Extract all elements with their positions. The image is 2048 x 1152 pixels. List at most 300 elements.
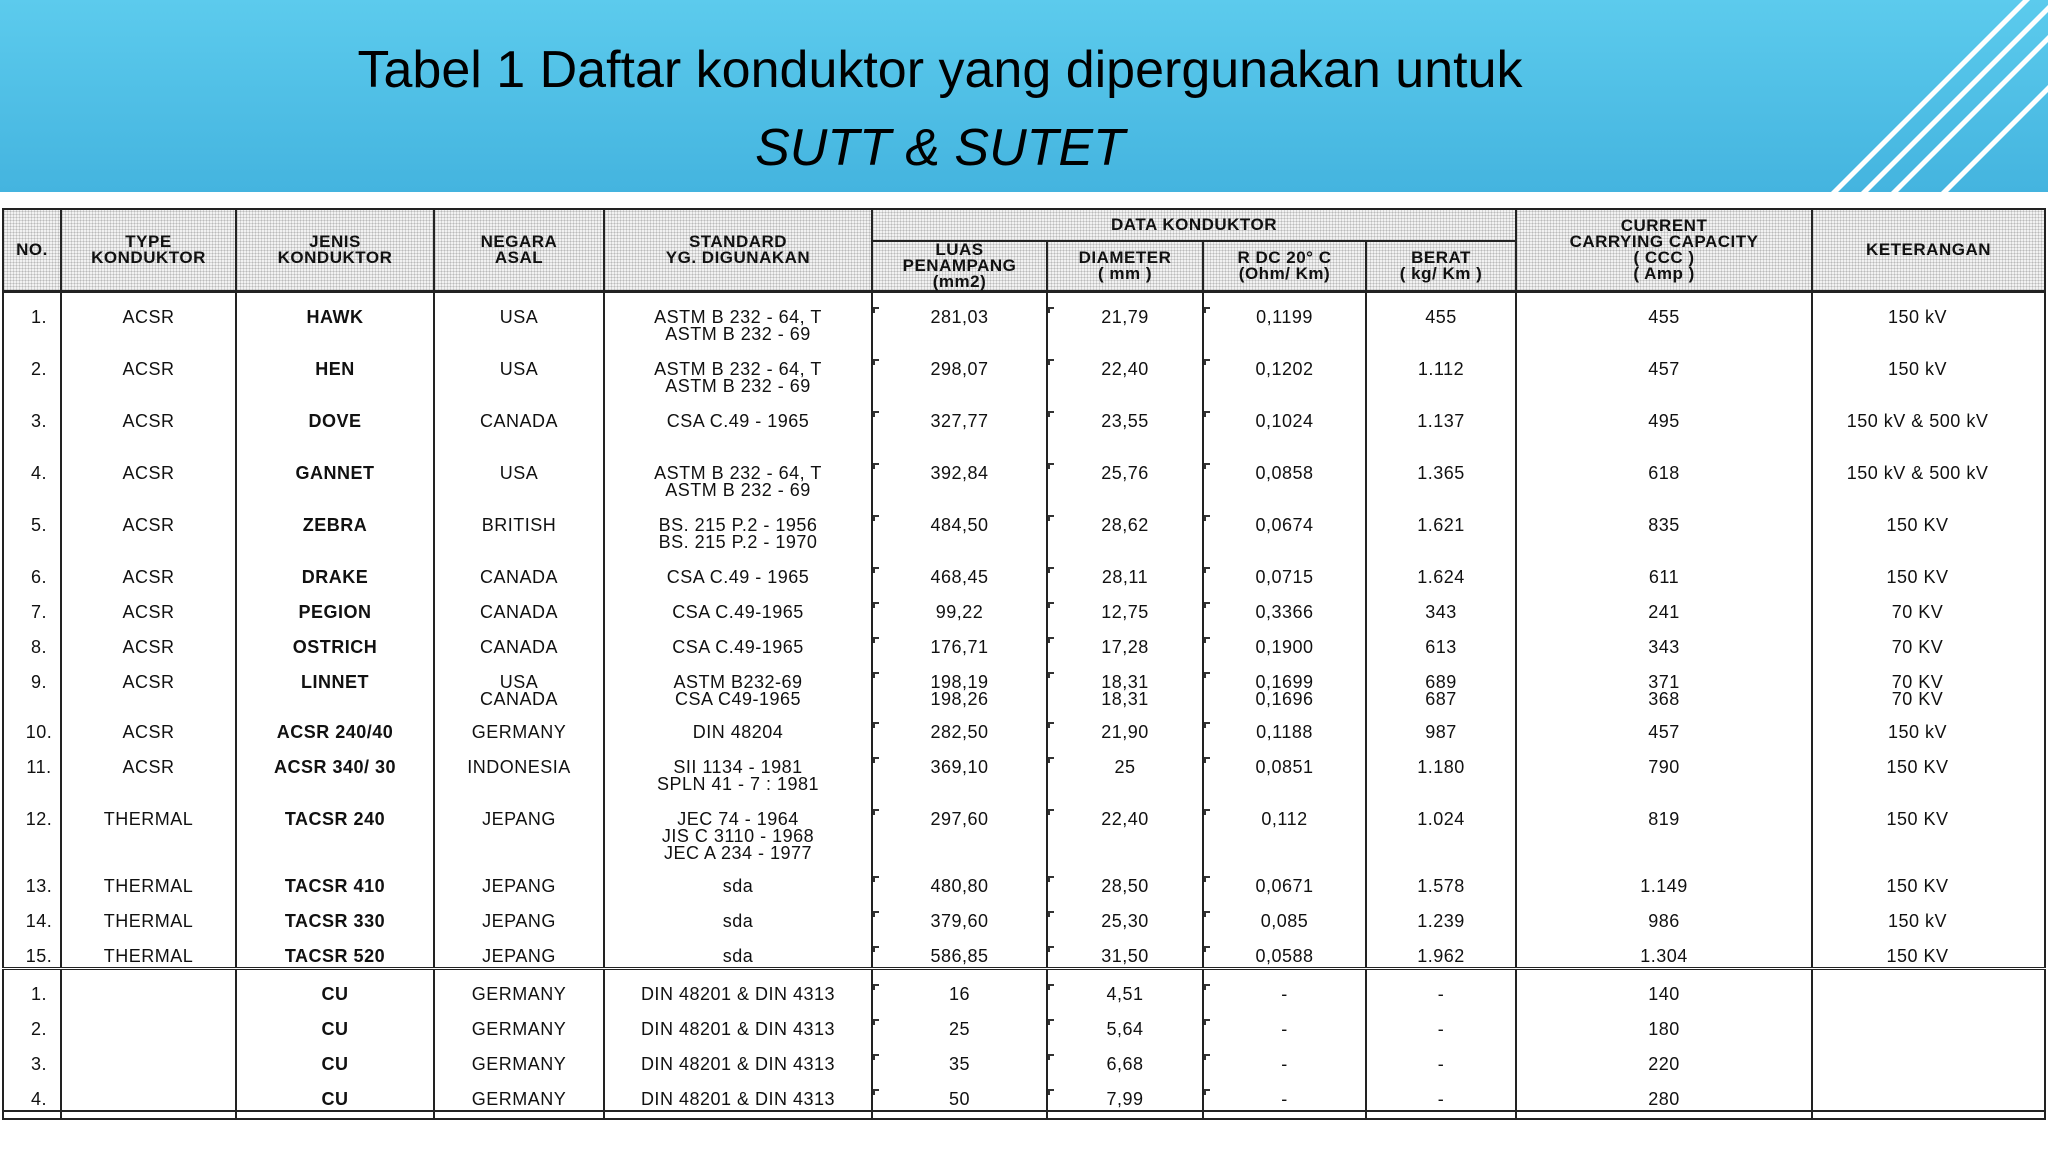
cell-no: 4. xyxy=(3,1075,61,1111)
cell-rdc-line: 0,0858 xyxy=(1255,463,1314,483)
cell-ccc-line: 986 xyxy=(1648,911,1680,931)
spacer-cell xyxy=(3,1111,61,1119)
cell-berat-line: 455 xyxy=(1425,307,1457,327)
cell-type: ACSR xyxy=(61,553,236,588)
cell-keterangan xyxy=(1812,932,2045,969)
cell-standard xyxy=(604,1040,872,1075)
cell-standard xyxy=(604,588,872,623)
cell-ccc xyxy=(1516,658,1812,708)
cell-standard-line: sda xyxy=(722,876,754,896)
cell-no: 1. xyxy=(3,969,61,1006)
cell-ccc xyxy=(1516,397,1812,449)
cell-rdc-line: 0,1699 xyxy=(1255,672,1314,692)
cell-standard-line: SII 1134 - 1981 xyxy=(673,757,803,777)
table-row xyxy=(3,897,2045,932)
cell-diameter-line: 23,55 xyxy=(1101,411,1149,431)
header-negara-line: NEGARA xyxy=(480,232,558,251)
cell-rdc-line: 0,0851 xyxy=(1255,757,1314,777)
header-type-line: TYPE xyxy=(125,232,172,251)
cell-keterangan-line: 150 KV xyxy=(1886,567,1949,587)
cell-diameter xyxy=(1047,932,1203,969)
cell-ccc-line: 495 xyxy=(1648,411,1680,431)
cell-rdc-line: 0,1024 xyxy=(1255,411,1314,431)
cell-keterangan xyxy=(1812,292,2045,346)
cell-diameter-line: 12,75 xyxy=(1101,602,1149,622)
cell-berat xyxy=(1366,1040,1516,1075)
cell-ccc xyxy=(1516,345,1812,397)
cell-rdc-line: 0,1202 xyxy=(1255,359,1314,379)
header-standard-line: YG. DIGUNAKAN xyxy=(665,248,811,267)
cell-negara-line: USA xyxy=(499,307,539,327)
cell-ccc xyxy=(1516,501,1812,553)
cell-negara-line: USA xyxy=(499,359,539,379)
cell-keterangan-line: 150 KV xyxy=(1886,515,1949,535)
cell-keterangan-line: 150 KV xyxy=(1886,946,1949,966)
cell-negara xyxy=(434,553,604,588)
cell-berat xyxy=(1366,553,1516,588)
cell-luas xyxy=(872,795,1047,862)
header-luas-line: (mm2) xyxy=(932,272,987,291)
cell-standard-line: JIS C 3110 - 1968 xyxy=(661,826,815,846)
header-jenis-line: KONDUKTOR xyxy=(277,248,393,267)
cell-keterangan-line: 150 kV & 500 kV xyxy=(1846,411,1989,431)
cell-keterangan xyxy=(1812,449,2045,501)
cell-negara-line: JEPANG xyxy=(482,876,556,896)
cell-diameter xyxy=(1047,1005,1203,1040)
cell-rdc-line: 0,0674 xyxy=(1255,515,1314,535)
cell-no: 10. xyxy=(3,708,61,743)
cell-berat xyxy=(1366,588,1516,623)
cell-rdc-line: 0,0715 xyxy=(1255,567,1314,587)
cell-luas-line: 297,60 xyxy=(930,809,989,829)
cell-jenis: ACSR 240/40 xyxy=(236,708,434,743)
cell-negara xyxy=(434,588,604,623)
cell-berat xyxy=(1366,449,1516,501)
cell-negara xyxy=(434,743,604,795)
cell-standard-line: BS. 215 P.2 - 1970 xyxy=(658,532,818,552)
cell-rdc xyxy=(1203,969,1366,1006)
cell-ccc-line: 1.149 xyxy=(1640,876,1688,896)
table-row xyxy=(3,292,2045,346)
cell-standard xyxy=(604,397,872,449)
cell-rdc xyxy=(1203,588,1366,623)
cell-rdc xyxy=(1203,1075,1366,1111)
cell-luas xyxy=(872,1005,1047,1040)
cell-negara xyxy=(434,501,604,553)
cell-standard-line: CSA C.49 - 1965 xyxy=(666,411,810,431)
cell-jenis: CU xyxy=(236,1075,434,1111)
cell-diameter xyxy=(1047,501,1203,553)
cell-luas xyxy=(872,897,1047,932)
cell-diameter xyxy=(1047,708,1203,743)
cell-diameter xyxy=(1047,795,1203,862)
cell-no: 15. xyxy=(3,932,61,969)
spacer-cell xyxy=(61,1111,236,1119)
cell-standard xyxy=(604,969,872,1006)
header-data-konduktor: DATA KONDUKTOR xyxy=(872,209,1516,241)
cell-standard xyxy=(604,795,872,862)
cell-rdc-line: 0,1696 xyxy=(1255,689,1314,709)
cell-keterangan-line: 70 KV xyxy=(1891,689,1944,709)
cell-standard xyxy=(604,1005,872,1040)
header-jenis xyxy=(236,209,434,292)
table-row xyxy=(3,795,2045,862)
cell-keterangan xyxy=(1812,397,2045,449)
cell-rdc-line: 0,1900 xyxy=(1255,637,1314,657)
cell-diameter-line: 28,11 xyxy=(1101,567,1149,587)
cell-jenis: DRAKE xyxy=(236,553,434,588)
cell-no: 4. xyxy=(3,449,61,501)
cell-diameter-line: 28,62 xyxy=(1101,515,1149,535)
header-berat-line: BERAT xyxy=(1411,248,1471,267)
cell-jenis: TACSR 410 xyxy=(236,862,434,897)
header-ccc-line: CARRYING CAPACITY xyxy=(1569,232,1759,251)
cell-ccc xyxy=(1516,969,1812,1006)
cell-berat xyxy=(1366,969,1516,1006)
header-diameter-line: DIAMETER xyxy=(1078,248,1172,267)
cell-luas xyxy=(872,969,1047,1006)
cell-keterangan-line: 150 kV xyxy=(1888,911,1948,931)
cell-luas xyxy=(872,708,1047,743)
cell-ccc-line: 220 xyxy=(1648,1054,1680,1074)
header-standard xyxy=(604,209,872,292)
cell-ccc-line: 140 xyxy=(1648,984,1680,1004)
cell-jenis: CU xyxy=(236,1040,434,1075)
cell-standard-line: sda xyxy=(722,911,754,931)
table-row xyxy=(3,708,2045,743)
cell-luas-line: 16 xyxy=(948,984,971,1004)
cell-rdc xyxy=(1203,345,1366,397)
cell-ccc xyxy=(1516,623,1812,658)
cell-keterangan xyxy=(1812,501,2045,553)
cell-diameter xyxy=(1047,1040,1203,1075)
spacer-cell xyxy=(1047,1111,1203,1119)
cell-luas xyxy=(872,501,1047,553)
cell-negara-line: JEPANG xyxy=(482,809,556,829)
cell-standard xyxy=(604,553,872,588)
header-diameter xyxy=(1047,241,1203,292)
cell-berat-line: - xyxy=(1437,1054,1445,1074)
cell-diameter xyxy=(1047,588,1203,623)
table-row xyxy=(3,658,2045,708)
cell-negara xyxy=(434,345,604,397)
cell-keterangan-line: 150 kV & 500 kV xyxy=(1846,463,1989,483)
cell-luas xyxy=(872,292,1047,346)
cell-rdc xyxy=(1203,658,1366,708)
cell-rdc xyxy=(1203,623,1366,658)
header-no: NO. xyxy=(3,209,61,292)
cell-standard-line: CSA C49-1965 xyxy=(674,689,802,709)
header-negara-line: ASAL xyxy=(494,248,544,267)
page-title: Tabel 1 Daftar konduktor yang dipergunakan untuk xyxy=(357,41,1523,99)
cell-rdc-line: 0,085 xyxy=(1260,911,1309,931)
cell-luas-line: 282,50 xyxy=(930,722,989,742)
cell-berat-line: 1.962 xyxy=(1417,946,1465,966)
cell-berat xyxy=(1366,623,1516,658)
cell-luas-line: 484,50 xyxy=(930,515,989,535)
cell-standard-line: BS. 215 P.2 - 1956 xyxy=(658,515,818,535)
header-jenis-line: JENIS xyxy=(309,232,361,251)
cell-type: ACSR xyxy=(61,292,236,346)
cell-standard-line: ASTM B 232 - 69 xyxy=(665,324,811,344)
cell-luas xyxy=(872,932,1047,969)
spacer-cell xyxy=(872,1111,1047,1119)
cell-keterangan-line: 150 KV xyxy=(1886,876,1949,896)
cell-type: ACSR xyxy=(61,708,236,743)
cell-berat xyxy=(1366,897,1516,932)
cell-keterangan xyxy=(1812,658,2045,708)
cell-luas-line: 198,19 xyxy=(930,672,989,692)
cell-diameter-line: 4,51 xyxy=(1106,984,1144,1004)
cell-berat-line: 1.365 xyxy=(1417,463,1465,483)
cell-rdc xyxy=(1203,743,1366,795)
cell-negara xyxy=(434,862,604,897)
cell-berat-line: 1.024 xyxy=(1417,809,1465,829)
cell-keterangan xyxy=(1812,345,2045,397)
cell-type: THERMAL xyxy=(61,897,236,932)
cell-diameter-line: 18,31 xyxy=(1101,689,1149,709)
cell-standard-line: SPLN 41 - 7 : 1981 xyxy=(656,774,820,794)
cell-berat-line: - xyxy=(1437,1019,1445,1039)
cell-jenis: DOVE xyxy=(236,397,434,449)
cell-keterangan-line: 150 KV xyxy=(1886,757,1949,777)
cell-diameter xyxy=(1047,897,1203,932)
cell-luas xyxy=(872,623,1047,658)
conductor-table-body xyxy=(3,292,2045,1120)
cell-diameter-line: 22,40 xyxy=(1101,809,1149,829)
cell-berat-line: 689 xyxy=(1425,672,1457,692)
cell-no: 2. xyxy=(3,1005,61,1040)
cell-negara xyxy=(434,658,604,708)
cell-jenis: OSTRICH xyxy=(236,623,434,658)
cell-keterangan-line: 150 kV xyxy=(1888,359,1948,379)
cell-standard-line: DIN 48201 & DIN 4313 xyxy=(640,984,836,1004)
cell-diameter xyxy=(1047,623,1203,658)
cell-type: THERMAL xyxy=(61,932,236,969)
cell-ccc-line: 455 xyxy=(1648,307,1680,327)
cell-luas xyxy=(872,588,1047,623)
header-luas xyxy=(872,241,1047,292)
cell-ccc xyxy=(1516,1040,1812,1075)
cell-diameter-line: 25,30 xyxy=(1101,911,1149,931)
cell-no: 3. xyxy=(3,1040,61,1075)
cell-standard xyxy=(604,623,872,658)
cell-negara xyxy=(434,969,604,1006)
cell-luas xyxy=(872,1040,1047,1075)
cell-ccc-line: 457 xyxy=(1648,722,1680,742)
cell-diameter xyxy=(1047,862,1203,897)
cell-keterangan xyxy=(1812,969,2045,1006)
cell-negara-line: INDONESIA xyxy=(467,757,571,777)
cell-luas-line: 586,85 xyxy=(930,946,989,966)
cell-ccc xyxy=(1516,897,1812,932)
cell-type xyxy=(61,969,236,1006)
cell-type xyxy=(61,1005,236,1040)
cell-negara-line: CANADA xyxy=(479,567,558,587)
cell-luas-line: 327,77 xyxy=(930,411,989,431)
spacer-cell xyxy=(1812,1111,2045,1119)
cell-ccc xyxy=(1516,708,1812,743)
cell-standard-line: JEC 74 - 1964 xyxy=(677,809,799,829)
cell-berat-line: 1.624 xyxy=(1417,567,1465,587)
page-subtitle: SUTT & SUTET xyxy=(755,119,1125,177)
cell-no: 2. xyxy=(3,345,61,397)
cell-ccc-line: 790 xyxy=(1648,757,1680,777)
cell-diameter xyxy=(1047,449,1203,501)
cell-keterangan xyxy=(1812,553,2045,588)
header-type-line: KONDUKTOR xyxy=(91,248,206,267)
cell-negara xyxy=(434,292,604,346)
cell-ccc-line: 280 xyxy=(1648,1089,1680,1109)
cell-berat xyxy=(1366,1005,1516,1040)
cell-berat xyxy=(1366,1075,1516,1111)
cell-rdc xyxy=(1203,292,1366,346)
cell-berat-line: 1.578 xyxy=(1417,876,1465,896)
cell-rdc-line: 0,1188 xyxy=(1256,722,1313,742)
cell-ccc-line: 835 xyxy=(1648,515,1680,535)
header-luas-line: LUAS xyxy=(935,240,984,259)
table-row xyxy=(3,1075,2045,1111)
spacer-cell xyxy=(1366,1111,1516,1119)
cell-diameter-line: 5,64 xyxy=(1106,1019,1144,1039)
conductor-table xyxy=(2,208,2046,1120)
cell-negara xyxy=(434,932,604,969)
cell-jenis: ZEBRA xyxy=(236,501,434,553)
cell-standard xyxy=(604,897,872,932)
cell-standard xyxy=(604,932,872,969)
cell-standard-line: ASTM B 232 - 64, T xyxy=(654,307,822,327)
cell-standard-line: CSA C.49 - 1965 xyxy=(666,567,810,587)
cell-diameter-line: 28,50 xyxy=(1101,876,1149,896)
cell-negara xyxy=(434,795,604,862)
cell-standard-line: ASTM B 232 - 64, T xyxy=(654,463,822,483)
cell-ccc xyxy=(1516,743,1812,795)
cell-ccc xyxy=(1516,932,1812,969)
cell-ccc-line: 371 xyxy=(1648,672,1680,692)
header-standard-line: STANDARD xyxy=(688,232,788,251)
cell-keterangan xyxy=(1812,588,2045,623)
cell-negara-line: USA xyxy=(499,672,539,692)
cell-standard xyxy=(604,743,872,795)
cell-diameter-line: 6,68 xyxy=(1106,1054,1144,1074)
table-row xyxy=(3,1040,2045,1075)
cell-jenis: LINNET xyxy=(236,658,434,708)
cell-rdc-line: 0,0588 xyxy=(1255,946,1314,966)
cell-standard xyxy=(604,862,872,897)
table-row xyxy=(3,449,2045,501)
cell-luas-line: 25 xyxy=(948,1019,971,1039)
cell-standard-line: DIN 48201 & DIN 4313 xyxy=(640,1089,836,1109)
cell-diameter xyxy=(1047,345,1203,397)
header-ccc-line: ( CCC ) xyxy=(1633,248,1695,267)
cell-standard-line: DIN 48204 xyxy=(692,722,784,742)
cell-negara-line: CANADA xyxy=(479,689,558,709)
cell-ccc-line: 1.304 xyxy=(1640,946,1688,966)
cell-type xyxy=(61,1040,236,1075)
cell-ccc xyxy=(1516,588,1812,623)
cell-berat-line: 987 xyxy=(1425,722,1457,742)
cell-rdc xyxy=(1203,1040,1366,1075)
cell-keterangan xyxy=(1812,1075,2045,1111)
cell-keterangan xyxy=(1812,1040,2045,1075)
cell-standard-line: ASTM B 232 - 69 xyxy=(665,480,811,500)
cell-negara xyxy=(434,397,604,449)
cell-berat xyxy=(1366,708,1516,743)
header-type xyxy=(61,209,236,292)
cell-berat-line: 687 xyxy=(1425,689,1457,709)
cell-negara xyxy=(434,449,604,501)
cell-diameter xyxy=(1047,292,1203,346)
cell-rdc xyxy=(1203,897,1366,932)
cell-ccc xyxy=(1516,862,1812,897)
cell-diameter-line: 21,79 xyxy=(1101,307,1149,327)
spacer-cell xyxy=(434,1111,604,1119)
table-row xyxy=(3,345,2045,397)
cell-negara xyxy=(434,623,604,658)
cell-luas-line: 468,45 xyxy=(930,567,989,587)
cell-rdc-line: 0,3366 xyxy=(1255,602,1314,622)
cell-negara xyxy=(434,1075,604,1111)
cell-berat xyxy=(1366,932,1516,969)
header-rdc-line: R DC 20° C xyxy=(1237,248,1332,267)
cell-negara-line: CANADA xyxy=(479,602,558,622)
cell-standard-line: ASTM B232-69 xyxy=(673,672,803,692)
cell-jenis: CU xyxy=(236,1005,434,1040)
cell-luas-line: 50 xyxy=(948,1089,971,1109)
cell-jenis: TACSR 240 xyxy=(236,795,434,862)
cell-berat xyxy=(1366,292,1516,346)
cell-no: 8. xyxy=(3,623,61,658)
cell-rdc-line: 0,112 xyxy=(1261,809,1308,829)
cell-berat xyxy=(1366,862,1516,897)
cell-negara xyxy=(434,1040,604,1075)
cell-berat-line: 1.112 xyxy=(1417,359,1465,379)
cell-jenis: PEGION xyxy=(236,588,434,623)
cell-ccc-line: 611 xyxy=(1648,567,1680,587)
cell-ccc xyxy=(1516,795,1812,862)
spacer-cell xyxy=(604,1111,872,1119)
cell-keterangan xyxy=(1812,862,2045,897)
header-luas-line: PENAMPANG xyxy=(902,256,1017,275)
cell-type: ACSR xyxy=(61,449,236,501)
cell-jenis: GANNET xyxy=(236,449,434,501)
cell-no: 14. xyxy=(3,897,61,932)
cell-ccc-line: 180 xyxy=(1648,1019,1680,1039)
cell-standard xyxy=(604,292,872,346)
cell-luas-line: 99,22 xyxy=(935,602,984,622)
header-berat-line: ( kg/ Km ) xyxy=(1399,264,1483,283)
cell-type: ACSR xyxy=(61,345,236,397)
cell-luas xyxy=(872,345,1047,397)
cell-type: ACSR xyxy=(61,658,236,708)
cell-berat-line: 343 xyxy=(1425,602,1457,622)
cell-standard xyxy=(604,501,872,553)
cell-rdc-line: - xyxy=(1281,1019,1288,1039)
cell-luas-line: 176,71 xyxy=(930,637,989,657)
cell-no: 1. xyxy=(3,292,61,346)
header-ccc-line: ( Amp ) xyxy=(1633,264,1695,283)
cell-luas xyxy=(872,397,1047,449)
cell-berat-line: - xyxy=(1437,984,1445,1004)
cell-negara xyxy=(434,1005,604,1040)
cell-negara-line: GERMANY xyxy=(471,984,567,1004)
cell-luas-line: 379,60 xyxy=(930,911,989,931)
cell-berat xyxy=(1366,345,1516,397)
cell-standard xyxy=(604,658,872,708)
cell-negara-line: JEPANG xyxy=(482,911,556,931)
header-rdc-line: (Ohm/ Km) xyxy=(1238,264,1331,283)
cell-rdc xyxy=(1203,1005,1366,1040)
